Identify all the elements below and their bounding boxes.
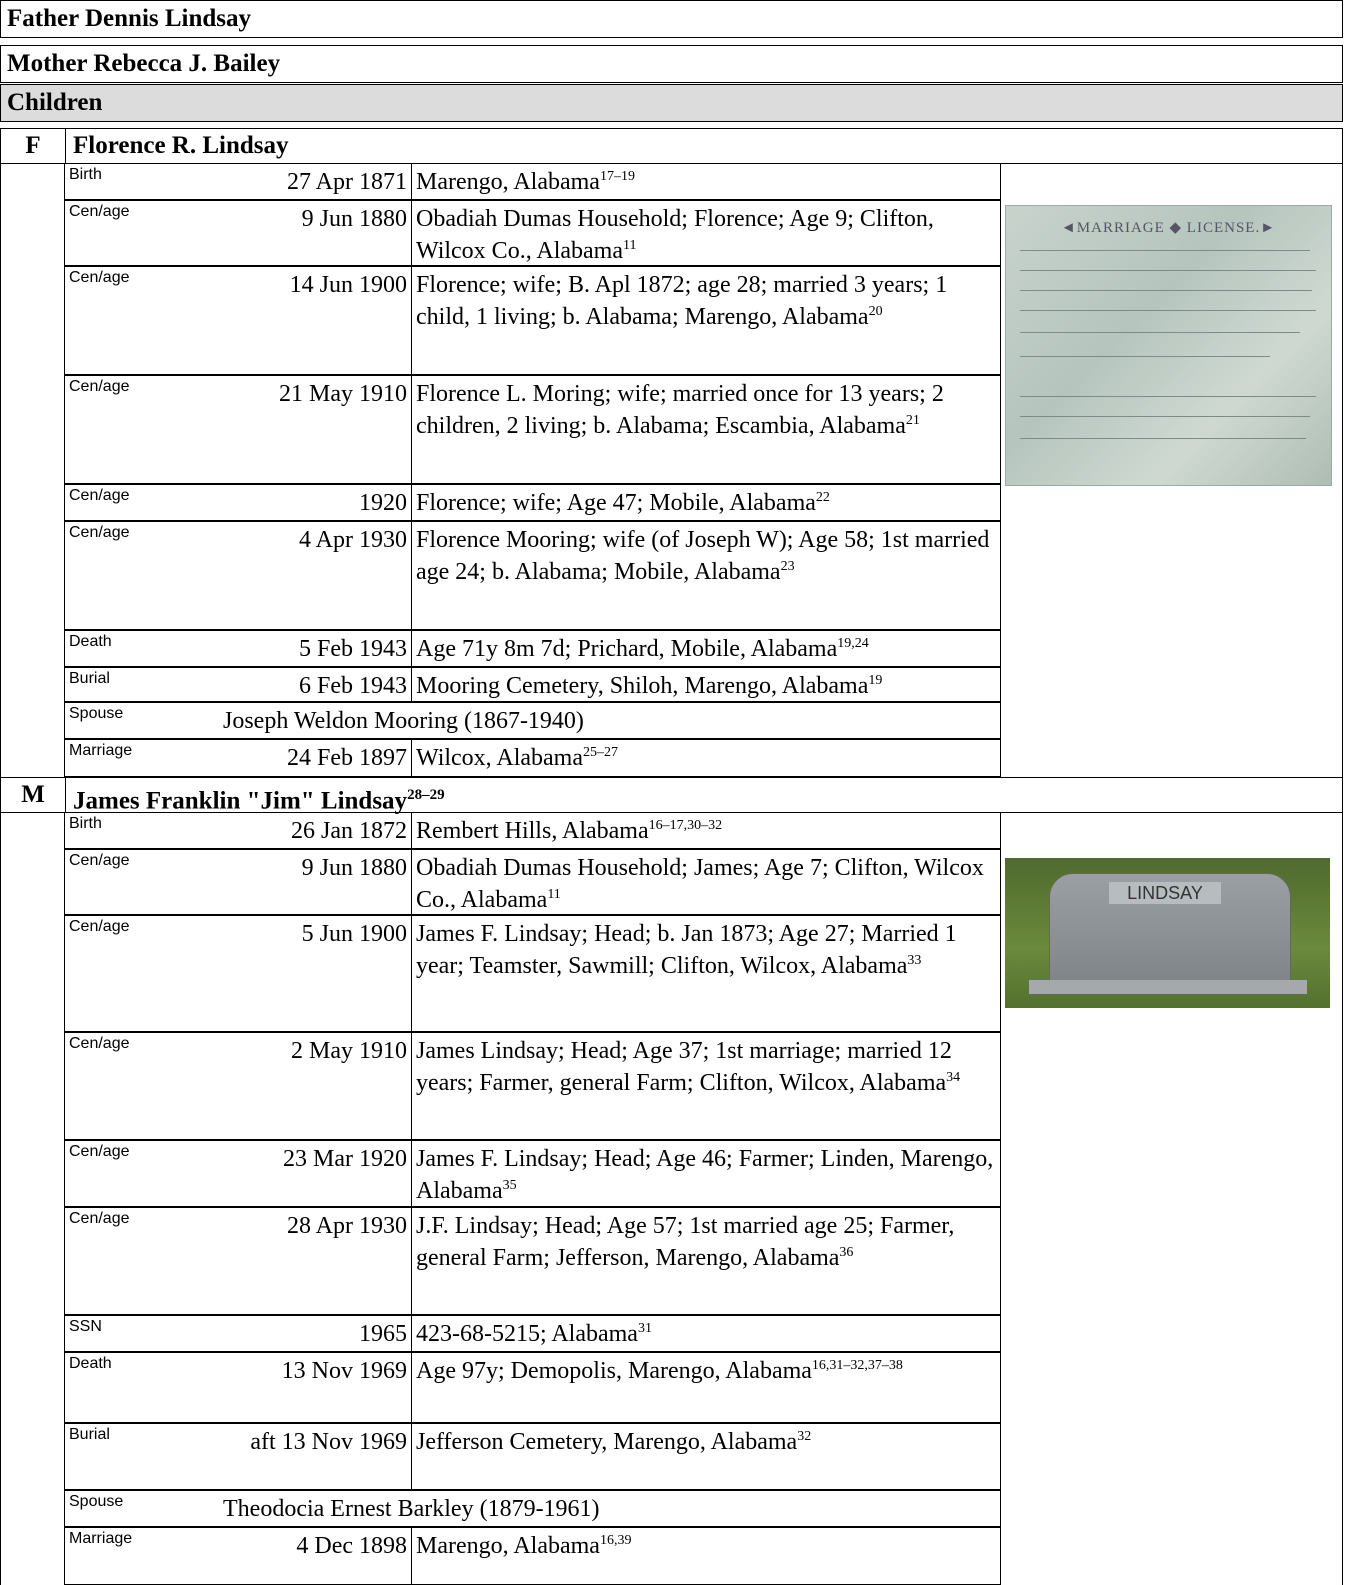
event-row	[64, 630, 1001, 667]
marriage-license-image	[1005, 205, 1332, 486]
event-row	[64, 1352, 1001, 1423]
citation-ref: 21	[905, 413, 920, 428]
event-row	[64, 266, 1001, 375]
child-sex: M	[1, 778, 66, 812]
event-label: Cen/age	[69, 269, 130, 286]
event-description: 423-68-5215; Alabama$^{31}$	[411, 1316, 999, 1351]
mother-header: Mother Rebecca J. Bailey	[0, 45, 1343, 83]
event-date: 9 Jun 1880	[301, 855, 407, 881]
citation-ref: 19,24	[837, 636, 869, 651]
event-date: 5 Jun 1900	[301, 921, 407, 947]
event-label: Cen/age	[69, 487, 130, 504]
event-description: Florence L. Moring; wife; married once for 13 years; 2 children, 2 living; b. Alabama; Escambia, Alabama$^{21}$	[411, 376, 999, 483]
event-label: Spouse	[69, 705, 124, 722]
event-row	[64, 849, 1001, 915]
event-label: Cen/age	[69, 918, 130, 935]
event-row	[64, 812, 1001, 849]
citation-ref: 32	[797, 1429, 812, 1444]
event-row	[64, 739, 1001, 777]
event-date: 1920	[359, 490, 407, 516]
spouse-name: Joseph Weldon Mooring (1867-1940)	[223, 708, 584, 734]
event-date: 13 Nov 1969	[281, 1358, 407, 1384]
event-date: 27 Apr 1871	[287, 169, 407, 195]
event-description: Rembert Hills, Alabama$^{16-17,30-32}$	[411, 813, 999, 848]
event-row	[64, 163, 1001, 200]
event-date: 23 Mar 1920	[283, 1146, 407, 1172]
event-description: Age 97y; Demopolis, Marengo, Alabama$^{16,31-32,37-38}$	[411, 1353, 999, 1422]
event-row	[64, 1032, 1001, 1140]
event-description: Wilcox, Alabama$^{25-27}$	[411, 740, 999, 776]
event-label: Cen/age	[69, 378, 130, 395]
event-label: Death	[69, 633, 112, 650]
event-description: James F. Lindsay; Head; b. Jan 1873; Age 27; Married 1 year; Teamster, Sawmill; Clifton, Wilcox, Alabama$^{33}$	[411, 916, 999, 1031]
child-name: James Franklin "Jim" Lindsay$^{28-29}$	[73, 787, 445, 815]
spouse-name: Theodocia Ernest Barkley (1879-1961)	[223, 1496, 600, 1522]
citation-ref: 17–19	[599, 169, 635, 184]
event-description: Age 71y 8m 7d; Prichard, Mobile, Alabama$^{19,24}$	[411, 631, 999, 666]
event-description: Marengo, Alabama$^{17-19}$	[411, 164, 999, 199]
citation-ref: 16–17,30–32	[648, 818, 723, 833]
event-date: 4 Apr 1930	[299, 527, 407, 553]
citation-ref: 36	[839, 1245, 854, 1260]
event-description: Jefferson Cemetery, Marengo, Alabama$^{32}$	[411, 1424, 999, 1489]
event-row	[64, 1315, 1001, 1352]
citation-ref: 34	[946, 1070, 961, 1085]
citation-ref: 16,39	[599, 1533, 632, 1548]
event-description: Obadiah Dumas Household; James; Age 7; Clifton, Wilcox Co., Alabama$^{11}$	[411, 850, 999, 914]
event-date: 6 Feb 1943	[299, 673, 407, 699]
event-date: 26 Jan 1872	[291, 818, 407, 844]
event-row	[64, 667, 1001, 702]
event-row	[64, 484, 1001, 521]
event-description: Mooring Cemetery, Shiloh, Marengo, Alabama$^{19}$	[411, 668, 999, 701]
event-label: Cen/age	[69, 1035, 130, 1052]
headstone-image	[1005, 858, 1330, 1008]
event-date: 14 Jun 1900	[289, 272, 407, 298]
event-label: Marriage	[69, 1530, 133, 1547]
event-row	[64, 521, 1001, 630]
child-row	[0, 777, 1343, 813]
event-date: 4 Dec 1898	[296, 1533, 407, 1559]
event-row	[64, 915, 1001, 1032]
event-description: Florence; wife; B. Apl 1872; age 28; married 3 years; 1 child, 1 living; b. Alabama; Marengo, Alabama$^{20}$	[411, 267, 999, 374]
event-row	[64, 1490, 1001, 1527]
event-description: Obadiah Dumas Household; Florence; Age 9; Clifton, Wilcox Co., Alabama$^{11}$	[411, 201, 999, 265]
event-row	[64, 1423, 1001, 1490]
event-description: James F. Lindsay; Head; Age 46; Farmer; Linden, Marengo, Alabama$^{35}$	[411, 1141, 999, 1206]
event-row	[64, 200, 1001, 266]
citation-ref: 11	[623, 238, 637, 253]
license-title: ◄MARRIAGE ◆ LICENSE.►	[1060, 220, 1277, 236]
event-label: SSN	[69, 1318, 102, 1335]
citation-ref: 25–27	[582, 745, 618, 760]
event-label: Cen/age	[69, 524, 130, 541]
event-label: Cen/age	[69, 1143, 130, 1160]
event-label: Burial	[69, 1426, 110, 1443]
event-date: 28 Apr 1930	[287, 1213, 407, 1239]
event-label: Death	[69, 1355, 112, 1372]
child-left-column	[0, 812, 65, 1585]
event-description: J.F. Lindsay; Head; Age 57; 1st married age 25; Farmer, general Farm; Jefferson, Marengo, Alabama$^{36}$	[411, 1208, 999, 1314]
event-row	[64, 1140, 1001, 1207]
event-description: Marengo, Alabama$^{16,39}$	[411, 1528, 999, 1584]
event-label: Birth	[69, 815, 102, 832]
event-date: 1965	[359, 1321, 407, 1347]
citation-ref: 20	[868, 304, 883, 319]
event-row	[64, 375, 1001, 484]
event-description: Florence; wife; Age 47; Mobile, Alabama$^{22}$	[411, 485, 999, 520]
citation-ref: 31	[637, 1321, 652, 1336]
event-label: Cen/age	[69, 1210, 130, 1227]
citation-ref: 35	[502, 1178, 517, 1193]
event-date: 9 Jun 1880	[301, 206, 407, 232]
children-header: Children	[0, 84, 1343, 122]
event-label: Cen/age	[69, 203, 130, 220]
citation-ref: 19	[868, 673, 883, 688]
citation-ref: 16,31–32,37–38	[811, 1358, 903, 1373]
event-label: Cen/age	[69, 852, 130, 869]
citation-ref: 22	[815, 490, 830, 505]
child-row	[0, 128, 1343, 164]
father-header: Father Dennis Lindsay	[0, 0, 1343, 38]
event-date: aft 13 Nov 1969	[250, 1429, 407, 1455]
citation-ref: 11	[547, 887, 561, 902]
event-description: James Lindsay; Head; Age 37; 1st marriage; married 12 years; Farmer, general Farm; Clifton, Wilcox, Alabama$^{34}$	[411, 1033, 999, 1139]
headstone-name: LINDSAY	[1109, 882, 1221, 904]
event-row	[64, 702, 1001, 739]
child-left-column	[0, 163, 65, 777]
child-name: Florence R. Lindsay	[73, 132, 289, 159]
citation-ref: 33	[907, 953, 922, 968]
event-date: 24 Feb 1897	[287, 745, 407, 771]
event-label: Birth	[69, 166, 102, 183]
event-label: Spouse	[69, 1493, 124, 1510]
event-row	[64, 1527, 1001, 1585]
child-sex: F	[1, 129, 66, 163]
event-row	[64, 1207, 1001, 1315]
event-description: Florence Mooring; wife (of Joseph W); Age 58; 1st married age 24; b. Alabama; Mobile, Alabama$^{23}$	[411, 522, 999, 629]
event-date: 5 Feb 1943	[299, 636, 407, 662]
event-date: 2 May 1910	[291, 1038, 407, 1064]
citation-ref: 23	[780, 559, 795, 574]
event-label: Marriage	[69, 742, 133, 759]
event-date: 21 May 1910	[279, 381, 407, 407]
event-label: Burial	[69, 670, 110, 687]
